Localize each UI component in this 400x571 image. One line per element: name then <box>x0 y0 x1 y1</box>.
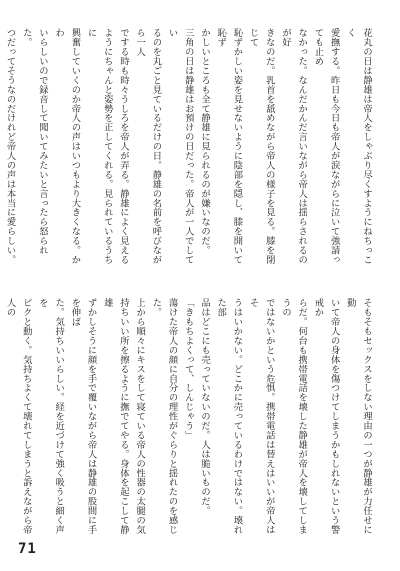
text-line: た。気持ちいいらしい。経を近づけて強く吸うと細く声を <box>36 298 65 535</box>
text-line: 三角の日は静雄はお預けの日だった。帝人が一人でしてい <box>166 28 194 265</box>
text-line: ピクと動く。気持ちよくて壊れてしまうと訴えながら帝人の <box>4 298 32 535</box>
text-line: なかった。なんだかんだ言いながら帝人は揺らされるのが好 <box>279 28 308 265</box>
text-line: 興奮していくのか帝人の声はいつもより大きくなる。かわ <box>53 28 81 265</box>
text-line: いらしいので録音して聞いてみたいと言ったら怒られた。 <box>20 28 48 255</box>
text-line: 愛撫する。昨日も今日も帝人が涙ながらに泣いて強請っても止め <box>312 28 340 265</box>
text-line: かしいところも全て静雄に見られるのが嫌いなのだ。 <box>198 28 210 255</box>
text-line: ようにちゃんと姿勢を正してくれる。見られているうちに <box>85 28 113 265</box>
text-line: つだってそうなのだけれど帝人の声は本当に愛らしい。 <box>4 28 16 265</box>
text-line: 持ちいい所を擦るように撫でてやる。身体を起こして静雄 <box>101 298 129 535</box>
text-line: そもそもセックスをしない理由の一つが静雄が力任せに動 <box>344 298 372 535</box>
text-line: 「きもちよくって、しんじゃう」 <box>182 298 194 440</box>
text-line: 上から順々にキスをして寝ている帝人の性器の太腿の気 <box>134 298 146 535</box>
text-line: でする時も時々うしろを帝人が弄る。静雄によく見える <box>117 28 129 265</box>
text-line: きなのだ。乳首を舐めながら帝人の様子を見る。膝を閉じて <box>247 28 275 265</box>
text-line: うはいかない。どこかに売っているわけではない。壊れた部 <box>215 298 243 535</box>
text-line: ずかしそうに顔を手で覆いながら帝人は静雄の股間に手を伸ば <box>69 298 97 535</box>
text-line: 恥ずかしい姿を見せないように陰部を隠し、膝を開いて恥ず <box>215 28 243 265</box>
bottom-text-block <box>4 298 374 543</box>
top-text-block <box>4 28 374 273</box>
text-line: いて帝人の身体を傷つけてしまうかもしれないという警戒か <box>312 298 340 535</box>
text-line: 蕩けた帝人の顔に自分の理性がぐらりと揺れたのを感じた。 <box>150 298 178 535</box>
text-line: ではないかという危惧。携帯電話は替えはいいが帝人はそ <box>247 298 275 535</box>
text-line: 花丸の日は静雄は帝人をしゃぶり尽くすようにねちっこく <box>344 28 372 265</box>
text-line <box>0 28 1 273</box>
text-line: らだ。何台も携帯電話を壊した静雄が帝人を壊してしまうの <box>279 298 308 535</box>
text-line: 品はどこにも売っていないのだ。人は脆いものだ。 <box>198 298 210 516</box>
page-number: 71 <box>18 541 37 557</box>
text-line <box>0 298 1 543</box>
text-line: るのを丸ごと見ているだけの日。静雄の名前を呼びながら一人 <box>134 28 162 265</box>
